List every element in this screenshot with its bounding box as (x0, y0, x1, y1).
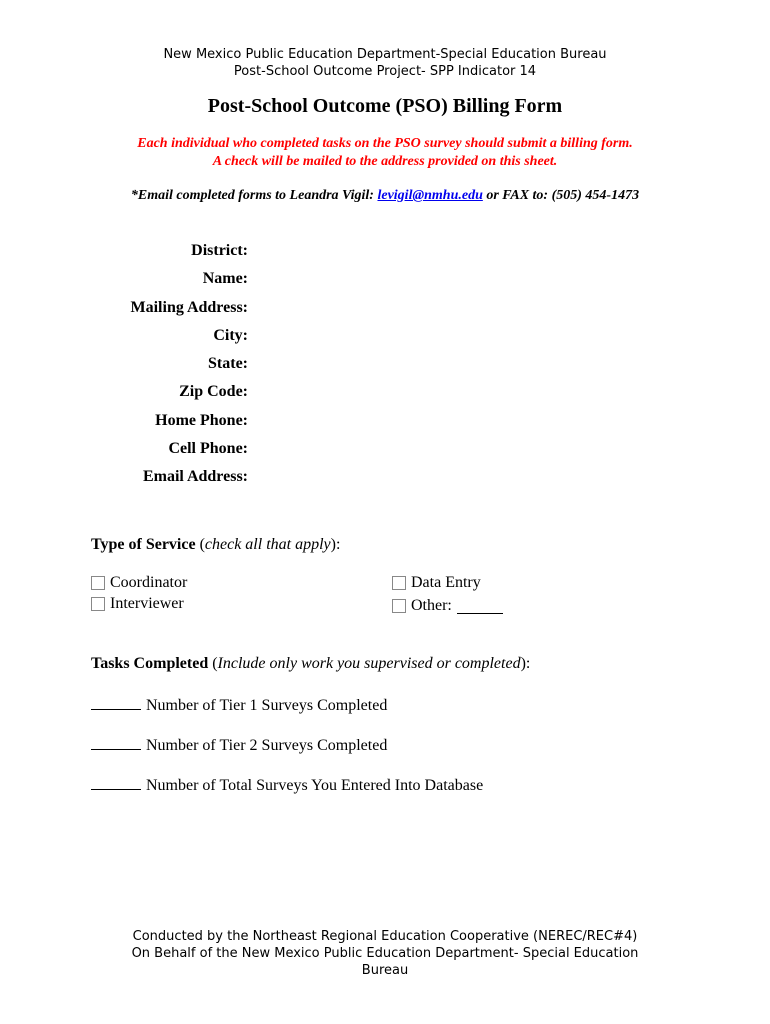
task-label: Number of Total Surveys You Entered Into Database (146, 777, 484, 794)
coordinator-checkbox[interactable] (91, 576, 105, 590)
option-data-entry[interactable] (392, 574, 481, 592)
billing-notice (0, 135, 770, 171)
tasks-heading-label: Tasks Completed (91, 655, 209, 672)
task-label: Number of Tier 2 Surveys Completed (146, 737, 388, 754)
field-zip-code: Zip Code: (179, 383, 248, 401)
field-name: Name: (202, 270, 248, 288)
document-footer (0, 928, 770, 979)
field-mailing-address: Mailing Address: (130, 298, 248, 316)
footer-line-3: Bureau (361, 963, 409, 978)
service-heading: Type of Service (check all that apply): (91, 536, 341, 553)
task-item (91, 775, 483, 795)
email-prefix: *Email completed forms to Leandra Vigil: (130, 188, 378, 203)
tasks-heading-note: Include only work you supervised or completed (217, 655, 521, 672)
task-blank-line[interactable] (91, 775, 141, 790)
field-cell-phone: Cell Phone: (168, 440, 248, 458)
footer-line-1: Conducted by the Northeast Regional Education Cooperative (NEREC/REC#4) (132, 929, 638, 944)
field-city: City: (213, 326, 248, 344)
data-entry-checkbox[interactable] (392, 576, 406, 590)
option-coordinator[interactable] (91, 574, 187, 592)
option-other[interactable] (392, 597, 503, 615)
field-state: State: (208, 355, 248, 373)
option-interviewer[interactable] (91, 595, 184, 613)
task-item (91, 735, 387, 755)
notice-line-1: Each individual who completed tasks on the PSO survey should submit a billing form. (137, 136, 633, 151)
task-blank-line[interactable] (91, 695, 141, 710)
service-heading-label: Type of Service (91, 536, 196, 553)
header-line-1: New Mexico Public Education Department-Special Education Bureau (163, 47, 607, 62)
task-item (91, 695, 387, 715)
document-header (0, 46, 770, 80)
other-checkbox[interactable] (392, 599, 406, 613)
email-suffix: or FAX to: (505) 454-1473 (482, 188, 640, 203)
contact-fields (131, 240, 249, 495)
email-instruction (0, 188, 770, 204)
footer-line-2: On Behalf of the New Mexico Public Education Department- Special Education (131, 946, 639, 961)
other-blank-line[interactable] (457, 599, 503, 614)
field-email-address: Email Address: (142, 468, 248, 486)
service-heading-note: check all that apply (204, 536, 331, 553)
form-title: Post-School Outcome (PSO) Billing Form (207, 95, 563, 117)
data-entry-label: Data Entry (411, 574, 481, 591)
other-label: Other: (411, 597, 452, 614)
notice-line-2: A check will be mailed to the address provided on this sheet. (212, 154, 558, 169)
coordinator-label: Coordinator (110, 574, 188, 591)
tasks-heading: Tasks Completed (Include only work you supervised or completed): (91, 655, 531, 672)
task-blank-line[interactable] (91, 735, 141, 750)
task-label: Number of Tier 1 Surveys Completed (146, 697, 388, 714)
field-district: District: (191, 242, 248, 259)
header-line-2: Post-School Outcome Project- SPP Indicator 14 (233, 64, 537, 79)
interviewer-label: Interviewer (110, 595, 184, 612)
field-home-phone: Home Phone: (155, 411, 248, 429)
email-link[interactable]: levigil@nmhu.edu (377, 188, 483, 203)
interviewer-checkbox[interactable] (91, 597, 105, 611)
